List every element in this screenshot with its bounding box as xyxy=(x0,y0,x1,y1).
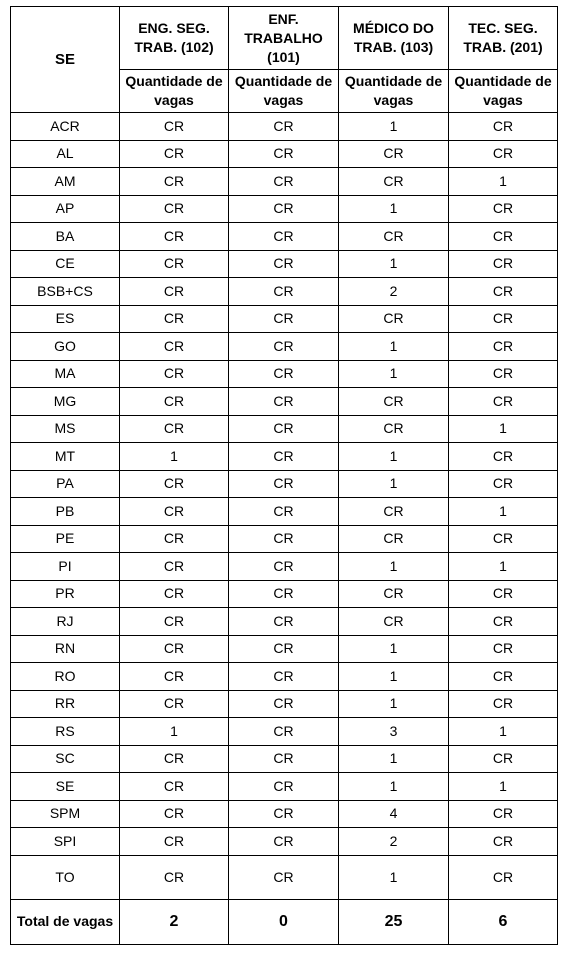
vacancy-cell: 1 xyxy=(339,195,449,223)
total-value: 6 xyxy=(449,899,558,944)
vacancy-cell: 1 xyxy=(449,773,558,801)
column-header-medico-do-trab: MÉDICO DO TRAB. (103) xyxy=(339,7,449,70)
row-se-label: SC xyxy=(11,745,120,773)
row-se-label: RJ xyxy=(11,608,120,636)
row-se-label: GO xyxy=(11,333,120,361)
row-se-label: BSB+CS xyxy=(11,278,120,306)
vacancy-cell: CR xyxy=(229,580,339,608)
row-se-label: CE xyxy=(11,250,120,278)
vacancy-cell: CR xyxy=(229,470,339,498)
vacancy-cell: CR xyxy=(229,443,339,471)
vacancy-cell: CR xyxy=(449,855,558,899)
vacancy-cell: CR xyxy=(449,525,558,553)
vacancy-cell: 1 xyxy=(339,663,449,691)
vacancy-cell: CR xyxy=(229,360,339,388)
row-se-label: RN xyxy=(11,635,120,663)
subheader-quantidade: Quantidade de vagas xyxy=(120,70,229,113)
table-row xyxy=(11,140,558,168)
vacancy-cell: CR xyxy=(229,745,339,773)
vacancy-cell: CR xyxy=(449,470,558,498)
vacancy-cell: CR xyxy=(229,168,339,196)
vacancy-cell: CR xyxy=(120,140,229,168)
vacancy-cell: CR xyxy=(120,360,229,388)
table-row xyxy=(11,745,558,773)
total-value: 2 xyxy=(120,899,229,944)
table-row xyxy=(11,250,558,278)
vacancy-cell: CR xyxy=(449,223,558,251)
se-column-header: SE xyxy=(11,7,120,113)
table-row xyxy=(11,608,558,636)
total-value: 25 xyxy=(339,899,449,944)
row-se-label: ACR xyxy=(11,113,120,141)
vacancy-cell: CR xyxy=(229,553,339,581)
table-row xyxy=(11,415,558,443)
vacancy-cell: CR xyxy=(229,250,339,278)
table-row xyxy=(11,635,558,663)
table-row xyxy=(11,580,558,608)
vacancy-cell: CR xyxy=(229,525,339,553)
table-row xyxy=(11,828,558,856)
row-se-label: SPI xyxy=(11,828,120,856)
table-row xyxy=(11,305,558,333)
vacancy-cell: CR xyxy=(120,415,229,443)
table-row xyxy=(11,168,558,196)
row-se-label: AM xyxy=(11,168,120,196)
vacancy-cell: 1 xyxy=(339,855,449,899)
vacancy-cell: CR xyxy=(120,498,229,526)
row-se-label: PB xyxy=(11,498,120,526)
table-row xyxy=(11,195,558,223)
vacancy-cell: 1 xyxy=(339,333,449,361)
row-se-label: PA xyxy=(11,470,120,498)
vacancy-cell: CR xyxy=(229,415,339,443)
vacancy-cell: 1 xyxy=(449,498,558,526)
vacancy-cell: CR xyxy=(120,690,229,718)
row-se-label: PE xyxy=(11,525,120,553)
row-se-label: MA xyxy=(11,360,120,388)
vacancy-cell: CR xyxy=(120,828,229,856)
vacancy-cell: CR xyxy=(449,745,558,773)
vacancy-cell: CR xyxy=(120,553,229,581)
vacancy-cell: CR xyxy=(229,718,339,746)
vacancy-cell: 1 xyxy=(449,553,558,581)
vacancy-cell: CR xyxy=(120,333,229,361)
total-label: Total de vagas xyxy=(11,899,120,944)
vacancy-cell: CR xyxy=(339,498,449,526)
vacancy-cell: CR xyxy=(229,828,339,856)
vacancy-cell: 1 xyxy=(120,718,229,746)
subheader-quantidade: Quantidade de vagas xyxy=(449,70,558,113)
vacancy-cell: CR xyxy=(120,250,229,278)
vacancy-cell: CR xyxy=(449,140,558,168)
vacancy-cell: CR xyxy=(449,580,558,608)
row-se-label: MT xyxy=(11,443,120,471)
vacancy-cell: CR xyxy=(449,443,558,471)
row-se-label: TO xyxy=(11,855,120,899)
vacancy-cell: CR xyxy=(229,608,339,636)
vacancy-cell: CR xyxy=(339,580,449,608)
vacancy-cell: CR xyxy=(120,388,229,416)
vacancy-cell: 1 xyxy=(120,443,229,471)
vacancy-cell: CR xyxy=(229,140,339,168)
vacancy-cell: CR xyxy=(120,305,229,333)
vacancy-cell: CR xyxy=(229,800,339,828)
vacancy-cell: 1 xyxy=(339,250,449,278)
vacancy-cell: CR xyxy=(120,745,229,773)
vacancy-cell: CR xyxy=(339,223,449,251)
column-header-tec-seg-trab: TEC. SEG. TRAB. (201) xyxy=(449,7,558,70)
vacancy-cell: 1 xyxy=(339,470,449,498)
column-header-eng-seg-trab: ENG. SEG. TRAB. (102) xyxy=(120,7,229,70)
vacancy-cell: CR xyxy=(449,635,558,663)
vacancy-cell: 1 xyxy=(449,718,558,746)
vacancy-cell: 1 xyxy=(339,443,449,471)
table-row xyxy=(11,360,558,388)
vacancy-cell: CR xyxy=(449,800,558,828)
vacancy-cell: CR xyxy=(449,663,558,691)
vacancy-cell: CR xyxy=(229,690,339,718)
table-row xyxy=(11,773,558,801)
vacancy-cell: 2 xyxy=(339,278,449,306)
table-body xyxy=(11,113,558,900)
vacancy-cell: CR xyxy=(339,168,449,196)
table-row xyxy=(11,800,558,828)
vacancy-cell: CR xyxy=(120,113,229,141)
row-se-label: PI xyxy=(11,553,120,581)
vacancy-cell: CR xyxy=(229,333,339,361)
vacancy-cell: CR xyxy=(449,388,558,416)
subheader-quantidade: Quantidade de vagas xyxy=(229,70,339,113)
table-row xyxy=(11,223,558,251)
vacancy-cell: CR xyxy=(449,828,558,856)
vacancy-cell: CR xyxy=(449,250,558,278)
vacancy-cell: CR xyxy=(120,223,229,251)
vacancy-cell: CR xyxy=(229,773,339,801)
table-row xyxy=(11,443,558,471)
row-se-label: PR xyxy=(11,580,120,608)
row-se-label: BA xyxy=(11,223,120,251)
vacancy-cell: CR xyxy=(229,195,339,223)
vacancy-cell: CR xyxy=(229,278,339,306)
row-se-label: RR xyxy=(11,690,120,718)
vacancy-cell: CR xyxy=(120,195,229,223)
table-row xyxy=(11,470,558,498)
vacancy-cell: 1 xyxy=(339,360,449,388)
vacancy-cell: 1 xyxy=(449,168,558,196)
vacancy-cell: 3 xyxy=(339,718,449,746)
vacancy-cell: CR xyxy=(339,388,449,416)
vacancy-cell: 1 xyxy=(339,113,449,141)
vacancy-cell: CR xyxy=(229,663,339,691)
vacancy-cell: 2 xyxy=(339,828,449,856)
row-se-label: RO xyxy=(11,663,120,691)
row-se-label: RS xyxy=(11,718,120,746)
column-header-enf-trabalho: ENF. TRABALHO (101) xyxy=(229,7,339,70)
vacancy-cell: CR xyxy=(339,305,449,333)
vacancy-cell: CR xyxy=(449,333,558,361)
row-se-label: SE xyxy=(11,773,120,801)
vacancy-cell: CR xyxy=(120,470,229,498)
vacancy-cell: CR xyxy=(229,223,339,251)
vacancy-cell: CR xyxy=(120,608,229,636)
table-row xyxy=(11,278,558,306)
subheader-quantidade: Quantidade de vagas xyxy=(339,70,449,113)
vacancy-cell: CR xyxy=(229,388,339,416)
row-se-label: AP xyxy=(11,195,120,223)
vacancy-cell: CR xyxy=(449,360,558,388)
vacancy-cell: CR xyxy=(120,168,229,196)
row-se-label: AL xyxy=(11,140,120,168)
vacancy-cell: CR xyxy=(339,140,449,168)
row-se-label: ES xyxy=(11,305,120,333)
vacancy-cell: CR xyxy=(339,525,449,553)
vacancy-cell: CR xyxy=(120,855,229,899)
vacancy-cell: CR xyxy=(339,608,449,636)
vacancy-cell: CR xyxy=(449,113,558,141)
vacancy-cell: 1 xyxy=(339,690,449,718)
vacancy-cell: CR xyxy=(120,773,229,801)
vacancy-cell: 1 xyxy=(339,745,449,773)
row-se-label: MS xyxy=(11,415,120,443)
vacancy-cell: 1 xyxy=(339,553,449,581)
table-row xyxy=(11,553,558,581)
vacancy-cell: CR xyxy=(449,305,558,333)
vacancy-cell: 1 xyxy=(449,415,558,443)
vacancy-cell: 1 xyxy=(339,635,449,663)
table-row xyxy=(11,690,558,718)
vacancy-cell: CR xyxy=(449,195,558,223)
vacancy-cell: CR xyxy=(229,113,339,141)
row-se-label: SPM xyxy=(11,800,120,828)
table-row xyxy=(11,333,558,361)
vacancy-cell: CR xyxy=(120,525,229,553)
vacancy-cell: CR xyxy=(449,278,558,306)
vacancy-cell: CR xyxy=(120,635,229,663)
row-se-label: MG xyxy=(11,388,120,416)
vacancy-cell: CR xyxy=(449,608,558,636)
vacancy-cell: CR xyxy=(120,278,229,306)
vacancy-cell: CR xyxy=(120,800,229,828)
total-value: 0 xyxy=(229,899,339,944)
table-row xyxy=(11,525,558,553)
table-row xyxy=(11,498,558,526)
vacancy-cell: CR xyxy=(449,690,558,718)
table-row xyxy=(11,663,558,691)
vacancy-cell: CR xyxy=(229,635,339,663)
header-row xyxy=(11,7,558,70)
vacancy-cell: CR xyxy=(229,498,339,526)
vacancy-cell: CR xyxy=(120,580,229,608)
table-row xyxy=(11,718,558,746)
table-row xyxy=(11,855,558,899)
table-row xyxy=(11,388,558,416)
vacancy-cell: 4 xyxy=(339,800,449,828)
table-row xyxy=(11,113,558,141)
vacancy-cell: CR xyxy=(229,305,339,333)
vacancy-cell: 1 xyxy=(339,773,449,801)
vacancy-cell: CR xyxy=(339,415,449,443)
vacancy-cell: CR xyxy=(120,663,229,691)
vacancies-table xyxy=(10,6,558,945)
total-row xyxy=(11,899,558,944)
vacancy-cell: CR xyxy=(229,855,339,899)
